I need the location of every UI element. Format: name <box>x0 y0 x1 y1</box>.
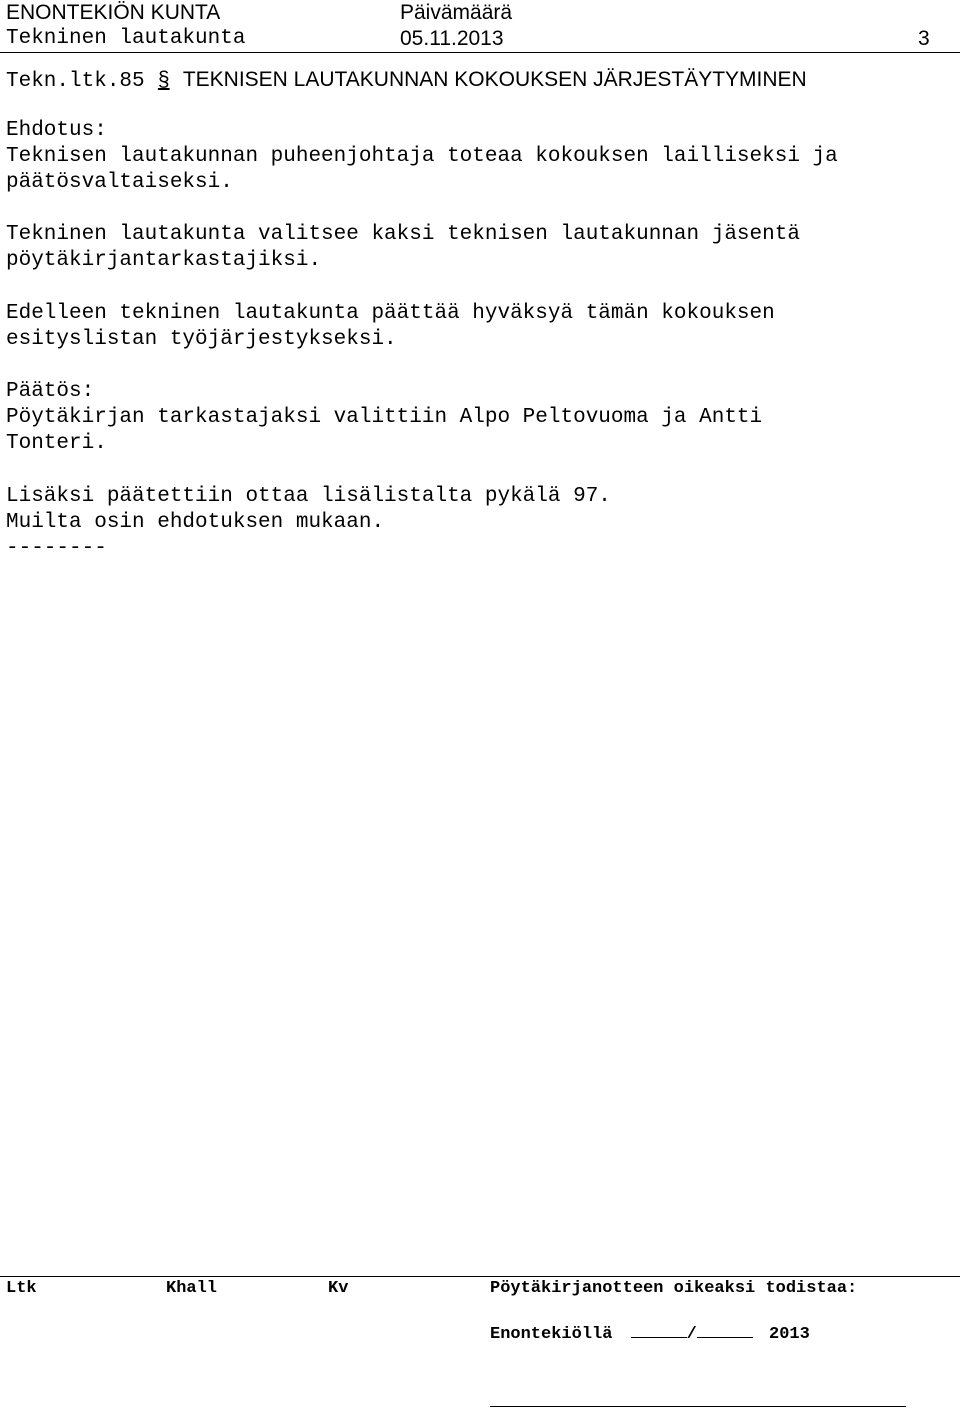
paragraph-line: Pöytäkirjan tarkastajaksi valittiin Alpo Peltovuoma ja Antti <box>6 406 763 429</box>
section-id: Tekn.ltk.85 <box>6 70 145 93</box>
decision-separator: -------- <box>6 537 107 560</box>
certify-label: Pöytäkirjanotteen oikeaksi todistaa: <box>490 1279 858 1298</box>
decision-paragraph-1 <box>6 405 956 457</box>
date-slash: / <box>686 1325 697 1344</box>
page-number: 3 <box>918 27 930 50</box>
paragraph-line: Lisäksi päätettiin ottaa lisälistalta pykälä 97. <box>6 485 611 508</box>
date-label: Päivämäärä <box>400 1 513 24</box>
paragraph-line: Teknisen lautakunnan puheenjohtaja toteaa kokouksen lailliseksi ja <box>6 145 838 168</box>
proposal-label: Ehdotus: <box>6 119 107 142</box>
footer-rule <box>0 1276 960 1277</box>
date-value: 05.11.2013 <box>400 27 504 50</box>
paragraph-line: Muilta osin ehdotuksen mukaan. <box>6 511 385 534</box>
proposal-paragraph-2 <box>6 222 956 274</box>
decision-label: Päätös: <box>6 380 95 403</box>
year: 2013 <box>769 1325 810 1344</box>
proposal-paragraph-1 <box>6 144 956 196</box>
header-rule <box>0 52 960 53</box>
paragraph-line: pöytäkirjantarkastajiksi. <box>6 249 322 272</box>
place-date-line <box>490 1321 810 1346</box>
section-title: TEKNISEN LAUTAKUNNAN KOKOUKSEN JÄRJESTÄYTYMINEN <box>182 68 807 91</box>
section-symbol: § <box>157 68 170 91</box>
signature-line <box>490 1406 906 1407</box>
day-blank <box>631 1321 687 1338</box>
municipality-name: ENONTEKIÖN KUNTA <box>6 1 221 24</box>
paragraph-line: Tekninen lautakunta valitsee kaksi teknisen lautakunnan jäsentä <box>6 223 800 246</box>
initials-kv: Kv <box>328 1279 349 1298</box>
decision-paragraph-2 <box>6 484 956 536</box>
paragraph-line: Edelleen tekninen lautakunta päättää hyväksyä tämän kokouksen <box>6 302 775 325</box>
place-name: Enontekiöllä <box>490 1325 613 1344</box>
paragraph-line: esityslistan työjärjestykseksi. <box>6 328 397 351</box>
month-blank <box>697 1321 753 1338</box>
initials-khall: Khall <box>166 1279 218 1298</box>
initials-ltk: Ltk <box>6 1279 37 1298</box>
section-heading <box>6 66 807 95</box>
paragraph-line: päätösvaltaiseksi. <box>6 171 233 194</box>
board-name: Tekninen lautakunta <box>6 27 246 50</box>
proposal-paragraph-3 <box>6 301 956 353</box>
paragraph-line: Tonteri. <box>6 432 107 455</box>
